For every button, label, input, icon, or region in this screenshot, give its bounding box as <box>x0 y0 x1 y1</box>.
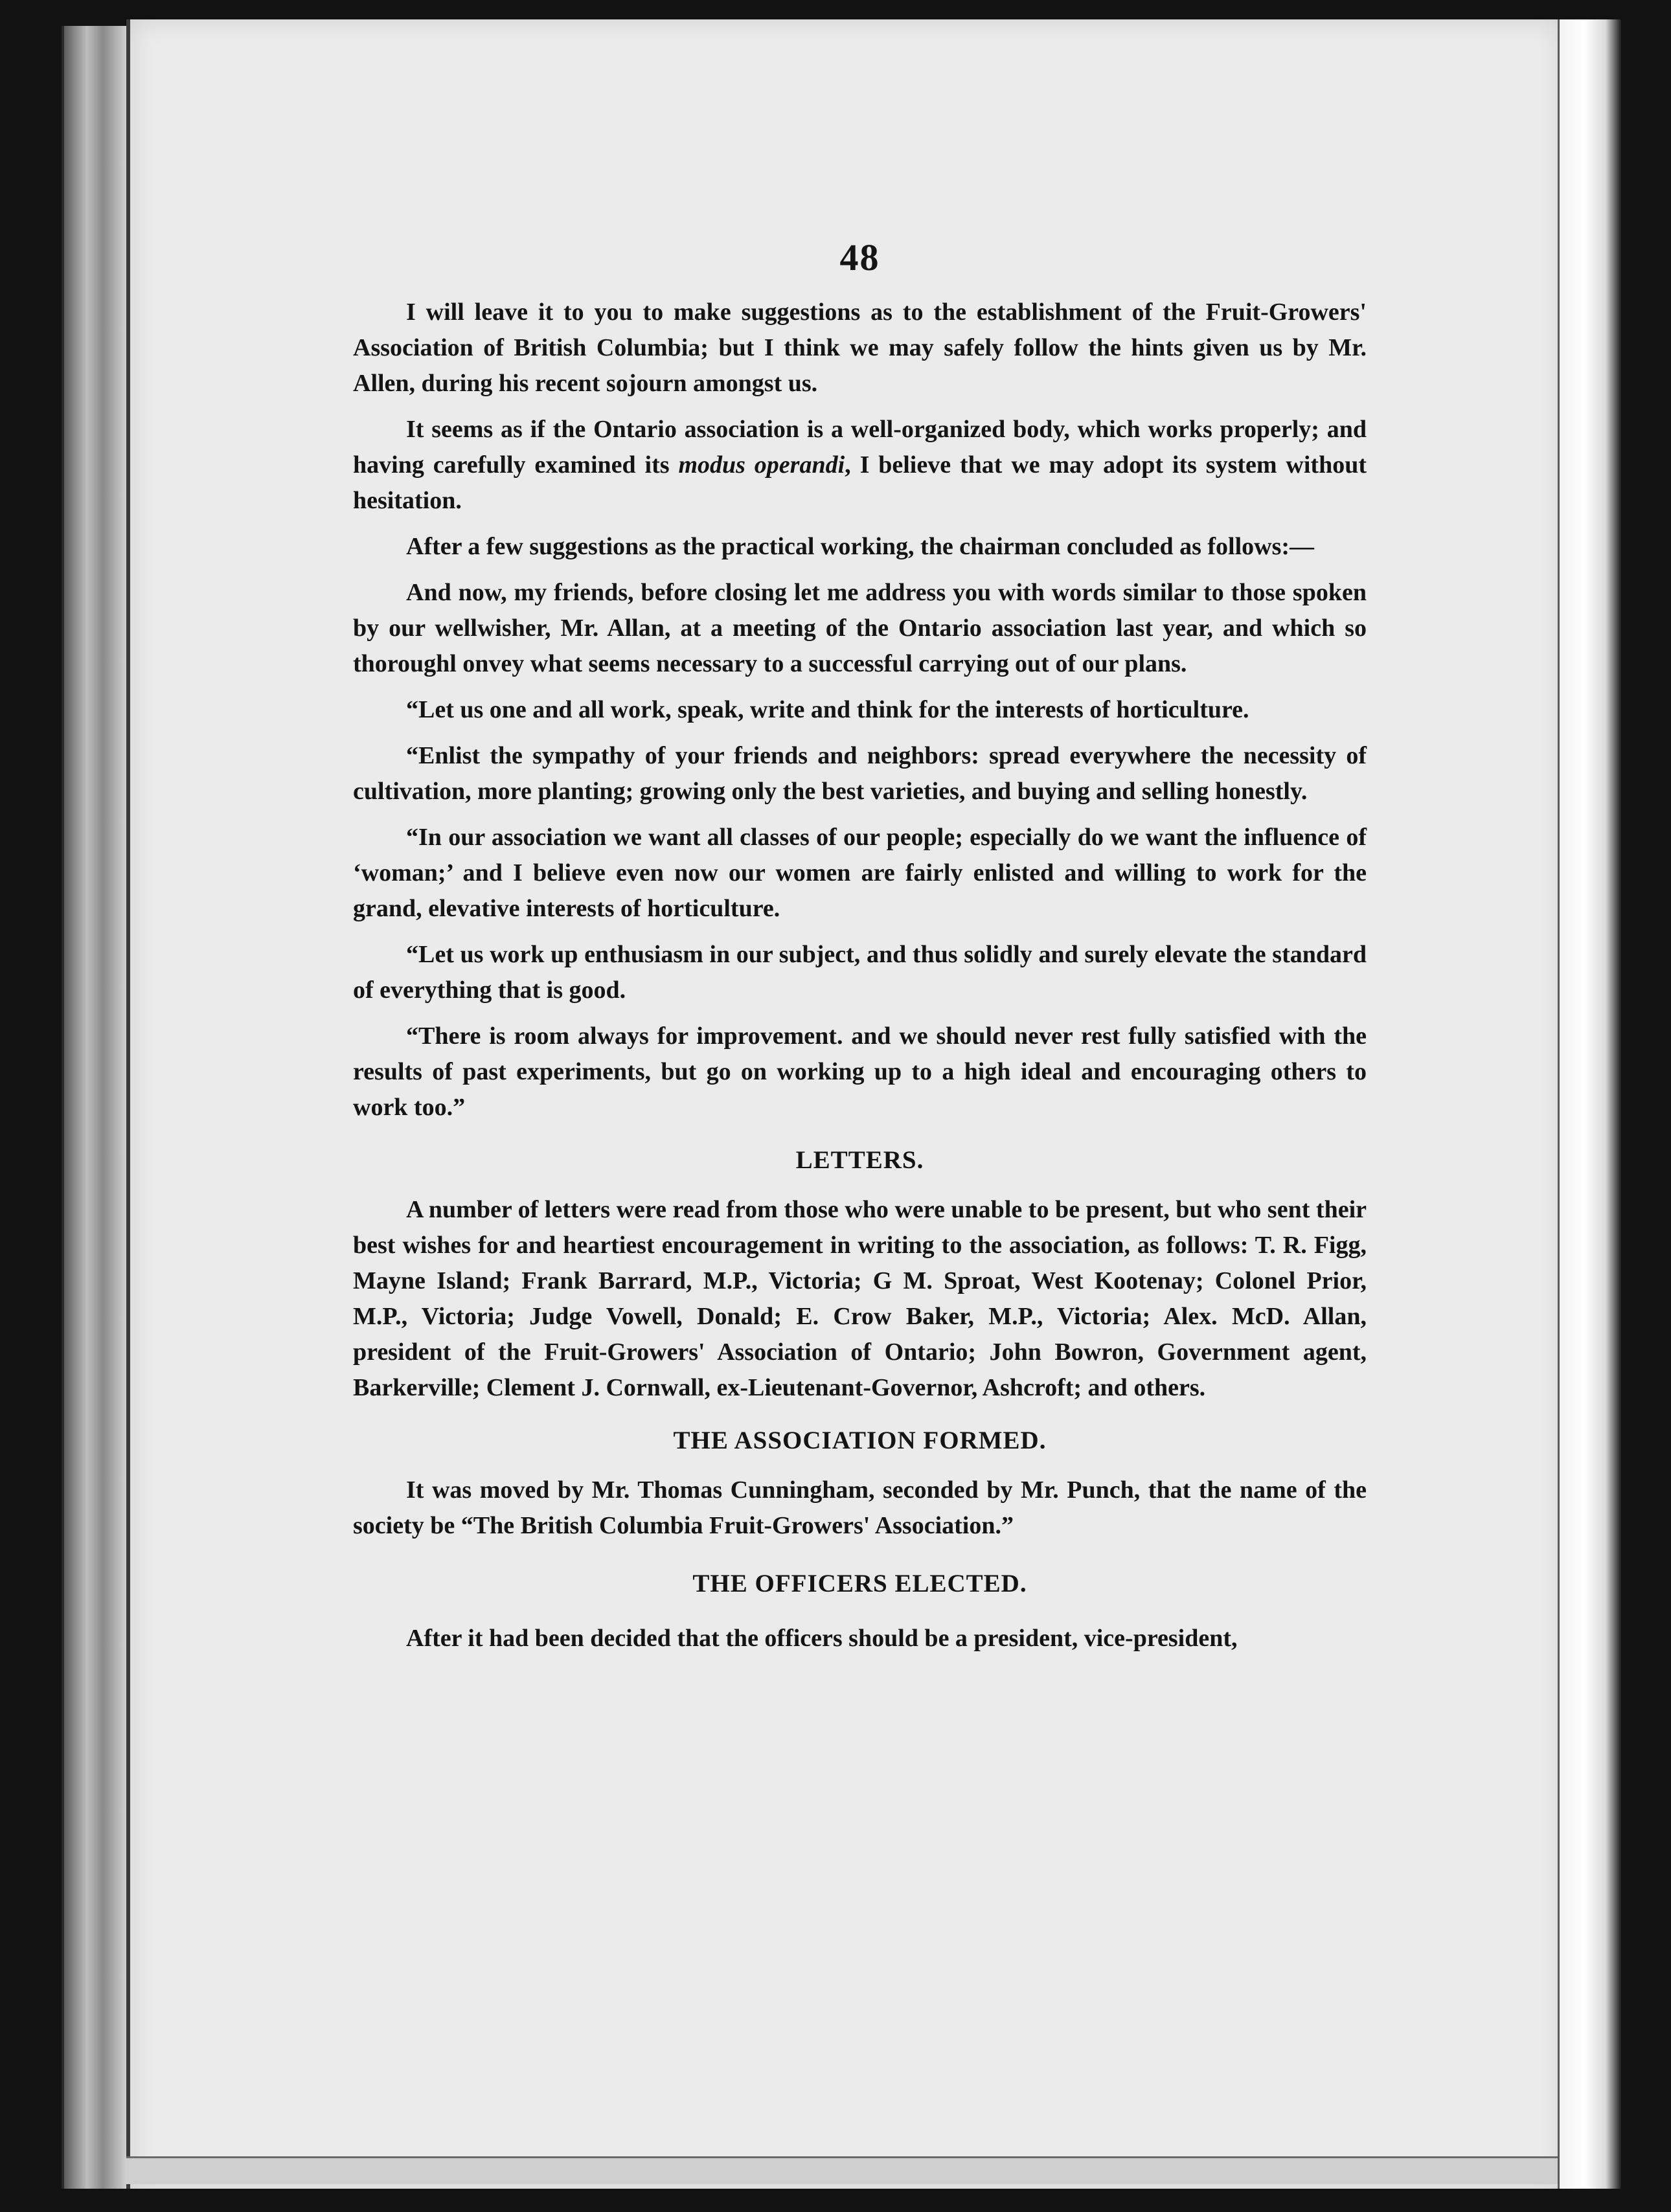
paragraph-officers-decided: After it had been decided that the officers should be a president, vice-president, <box>406 1625 1238 1652</box>
quote-enthusiasm: “Let us work up enthusiasm in our subject, and thus solidly and surely elevate the standard of everything that is good. <box>353 941 1367 1004</box>
paragraph-closing-address: And now, my friends, before closing let me address you with words similar to those spoken by our wellwisher, Mr. Allan, at a meeting of the Ontario association last year, and which so thoroughl onvey what seems necessary to a successful carrying out of our plans. <box>353 579 1367 677</box>
paragraph-ontario-text-1: It seems as if the Ontario association is a well-organized body, which works properly; and having carefully examined its <box>353 416 1367 479</box>
heading-association-formed: THE ASSOCIATION FORMED. <box>673 1427 1047 1454</box>
quote-room-for-improvement: “There is room always for improvement. and we should never rest fully satisfied with the results of past experiments, but go on working up to a high ideal and encouraging others to work too.” <box>353 1022 1367 1121</box>
modus-operandi-italic: modus operandi <box>678 451 845 479</box>
heading-officers-elected: THE OFFICERS ELECTED. <box>692 1570 1027 1597</box>
page-number: 48 <box>839 236 880 278</box>
book-right-page-edge <box>1558 19 1621 2189</box>
book-bottom-edge <box>126 2156 1558 2184</box>
book-left-page-edges <box>62 26 129 2189</box>
heading-letters: LETTERS. <box>795 1146 924 1174</box>
page-content <box>353 236 1367 1667</box>
paragraph-society-name: It was moved by Mr. Thomas Cunningham, seconded by Mr. Punch, that the name of the society be “The British Columbia Fruit-Growers' Association.” <box>353 1476 1367 1539</box>
paragraph-suggestions: I will leave it to you to make suggestions as to the establishment of the Fruit-Growers' Association of British Columbia; but I think we may safely follow the hints given us by Mr. Allen, during his recent sojourn amongst us. <box>353 299 1367 397</box>
quote-work-speak-write: “Let us one and all work, speak, write and think for the interests of horticulture. <box>406 696 1249 723</box>
paragraph-ontario-text-2: , I believe that we may adopt its system without hesitation. <box>353 451 1367 514</box>
quote-all-classes: “In our association we want all classes of our people; especially do we want the influence of ‘woman;’ and I believe even now our women are fairly enlisted and willing to work for the grand, elevative interests of horticulture. <box>353 824 1367 922</box>
quote-enlist-sympathy: “Enlist the sympathy of your friends and neighbors: spread everywhere the necessity of cultivation, more planting; growing only the best varieties, and buying and selling honestly. <box>353 742 1367 805</box>
paragraph-ontario-association <box>353 412 1367 519</box>
paragraph-chairman-concluded: After a few suggestions as the practical working, the chairman concluded as follows:— <box>406 533 1315 560</box>
paragraph-letters-read: A number of letters were read from those who were unable to be present, but who sent their best wishes for and heartiest encouragement in writing to the association, as follows: T. R. Figg, Mayne Island; Frank Barrard, M.P., Victoria; G M. Sproat, West Kootenay; Colonel Prior, M.P., Victoria; Judge Vowell, Donald; E. Crow Baker, M.P., Victoria; Alex. McD. Allan, president of the Fruit-Growers' Association of Ontario; John Bowron, Government agent, Barkerville; Clement J. Cornwall, ex-Lieutenant-Governor, Ashcroft; and others. <box>353 1196 1367 1401</box>
